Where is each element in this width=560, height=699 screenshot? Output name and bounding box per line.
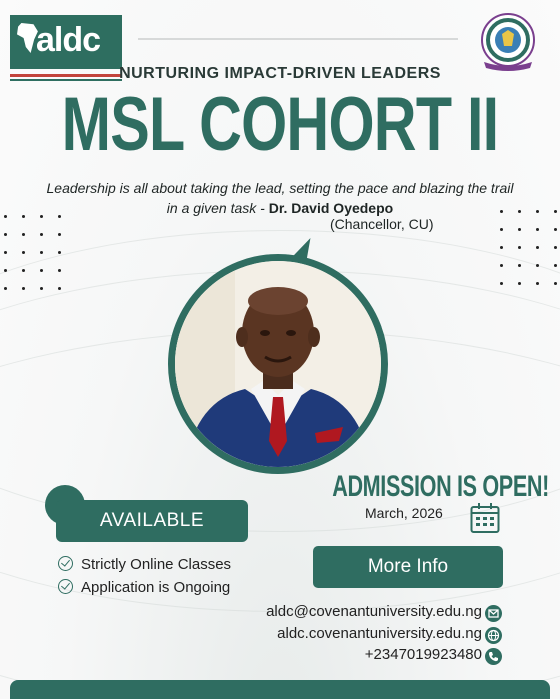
quote-author: Dr. David Oyedepo bbox=[268, 200, 394, 216]
contact-phone[interactable]: +2347019923480 bbox=[364, 646, 482, 663]
page-title: MSL COHORT II bbox=[61, 82, 499, 167]
feature-item bbox=[58, 579, 230, 596]
logo-text: aldc bbox=[36, 21, 101, 59]
header-divider bbox=[138, 38, 458, 40]
contact-website[interactable]: aldc.covenantuniversity.edu.ng bbox=[277, 625, 482, 642]
feature-item bbox=[58, 556, 231, 573]
admission-date: March, 2026 bbox=[365, 505, 443, 521]
globe-icon bbox=[485, 627, 502, 644]
quote-text: Leadership is all about taking the lead, setting the pace and blazing the trail in a given task - bbox=[46, 180, 514, 216]
feature-label: Strictly Online Classes bbox=[81, 556, 232, 573]
leadership-quote bbox=[40, 178, 520, 218]
covenant-university-seal-icon bbox=[478, 12, 538, 72]
footer-bar bbox=[10, 680, 550, 699]
feature-label: Application is Ongoing bbox=[81, 579, 231, 596]
portrait-photo bbox=[168, 254, 388, 474]
email-icon bbox=[485, 605, 502, 622]
calendar-icon bbox=[470, 502, 500, 534]
contact-email[interactable]: aldc@covenantuniversity.edu.ng bbox=[266, 603, 482, 620]
more-info-button[interactable]: More Info bbox=[313, 546, 503, 588]
aldc-logo bbox=[10, 15, 122, 69]
check-circle-icon bbox=[58, 579, 73, 594]
portrait-illustration bbox=[175, 261, 381, 467]
admission-heading: ADMISSION IS OPEN! bbox=[332, 470, 549, 503]
quote-author-role: (Chancellor, CU) bbox=[330, 216, 434, 232]
dot-pattern-right bbox=[500, 210, 560, 300]
available-badge: AVAILABLE bbox=[56, 500, 248, 542]
tagline: NURTURING IMPACT-DRIVEN LEADERS bbox=[119, 65, 441, 82]
dot-pattern-left bbox=[4, 215, 64, 305]
check-circle-icon bbox=[58, 556, 73, 571]
phone-icon bbox=[485, 648, 502, 665]
